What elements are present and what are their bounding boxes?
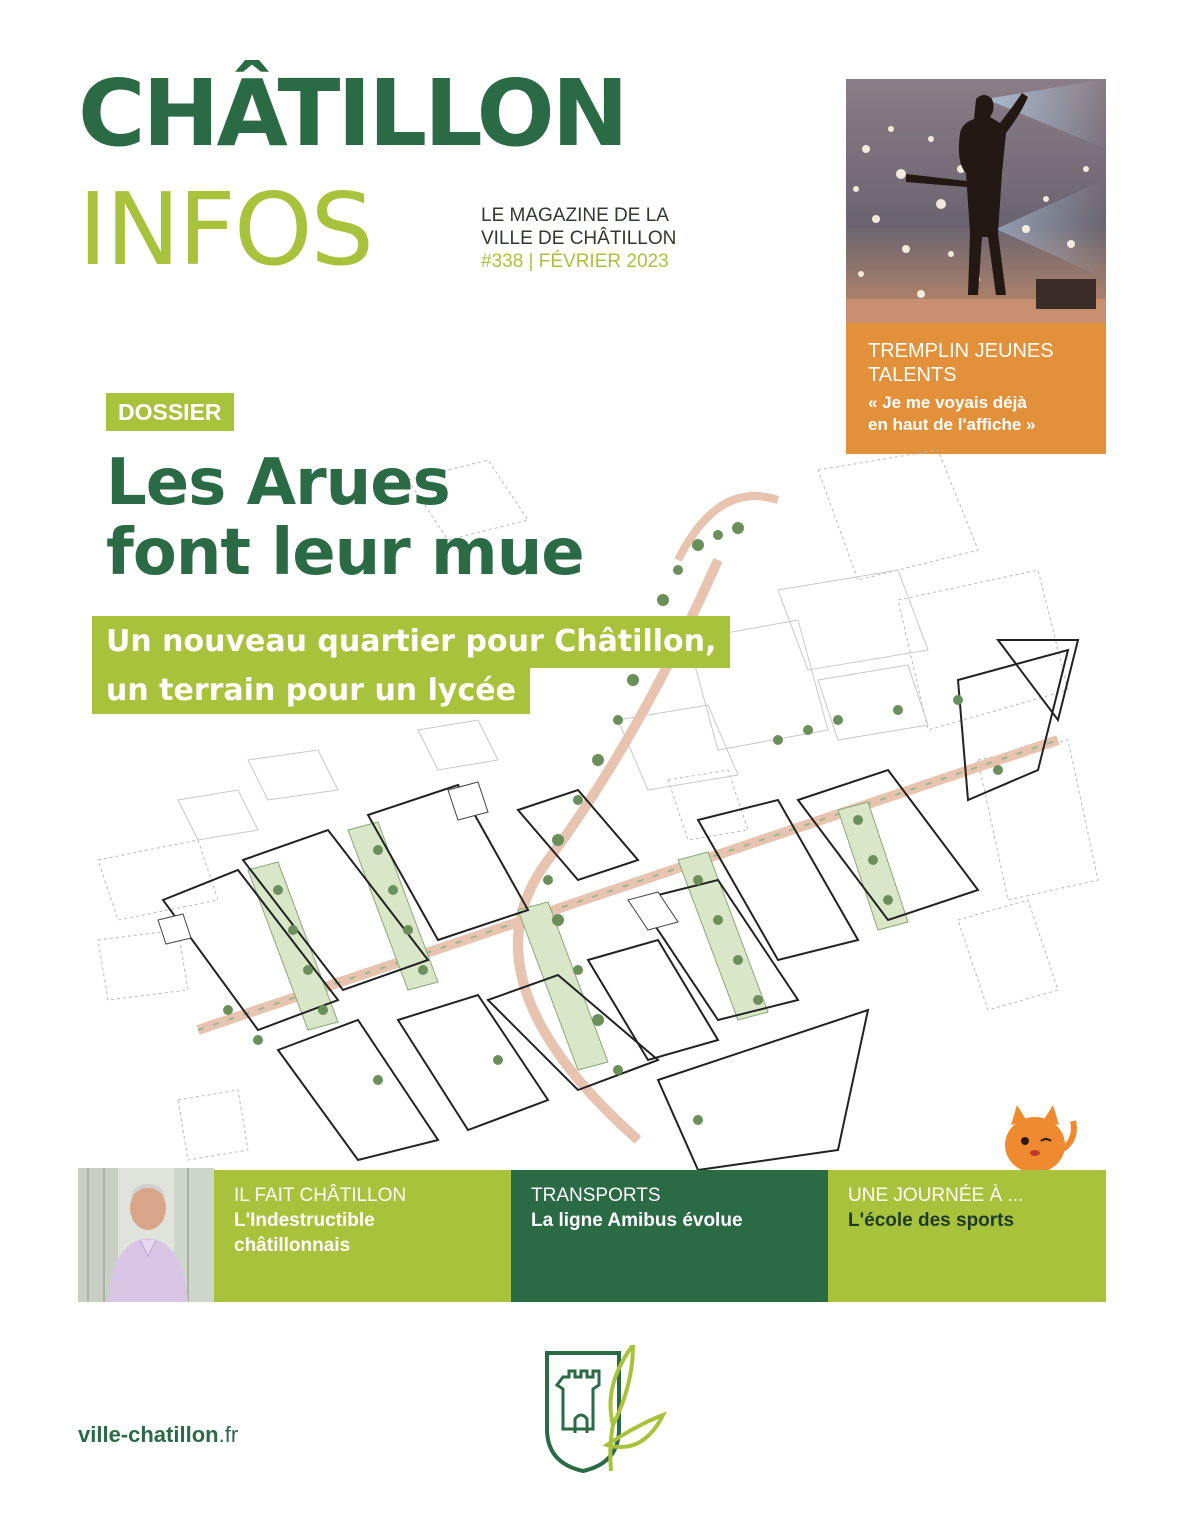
teaser-kicker: TRANSPORTS [531,1185,661,1206]
tremplin-quote-line1: « Je me voyais déjà [868,393,1027,412]
dossier-subtitle-line2: un terrain pour un lycée [92,668,530,714]
dossier-subtitle-line1: Un nouveau quartier pour Châtillon, [92,616,730,668]
tremplin-quote-line2: en haut de l'affiche » [868,415,1036,434]
tagline-line2: VILLE DE CHÂTILLON [481,228,677,249]
teaser-il-fait-chatillon[interactable] [214,1170,511,1302]
teaser-title-line1: L'école des sports [848,1210,1015,1231]
portrait-photo [78,1168,214,1302]
man-portrait-image [78,1168,214,1302]
guitarist-silhouette-image [846,79,1106,323]
headline-line1: Les Arues [106,446,450,520]
teaser-une-journee[interactable] [828,1170,1106,1302]
tagline-line1: LE MAGAZINE DE LA [481,205,669,226]
masthead-title-chatillon: CHÂTILLON [78,60,626,167]
url-tld: .fr [218,1422,239,1447]
city-crest-logo-icon [541,1345,667,1475]
url-main: ville-chatillon [78,1422,219,1447]
tremplin-teaser-box[interactable] [846,323,1106,454]
concert-photo [846,79,1106,323]
mascot-cat-icon [1005,1105,1074,1173]
teaser-title-line2: châtillonnais [234,1235,351,1256]
dossier-headline [106,448,584,588]
website-url[interactable] [78,1422,238,1448]
dossier-label: DOSSIER [106,393,234,431]
masthead-tagline [481,204,676,273]
teaser-title-line1: L'Indestructible [234,1210,375,1231]
masthead-title-infos: INFOS [78,171,373,288]
teaser-kicker: IL FAIT CHÂTILLON [234,1185,407,1206]
headline-line2: font leur mue [106,516,584,590]
tremplin-kicker-line2: TALENTS [868,364,957,386]
issue-number-date: #338 | FÉVRIER 2023 [481,251,669,272]
teaser-transports[interactable] [511,1170,828,1302]
tremplin-kicker-line1: TREMPLIN JEUNES [868,340,1054,362]
teaser-title-line1: La ligne Amibus évolue [531,1210,743,1231]
teaser-kicker: UNE JOURNÉE À ... [848,1185,1024,1206]
